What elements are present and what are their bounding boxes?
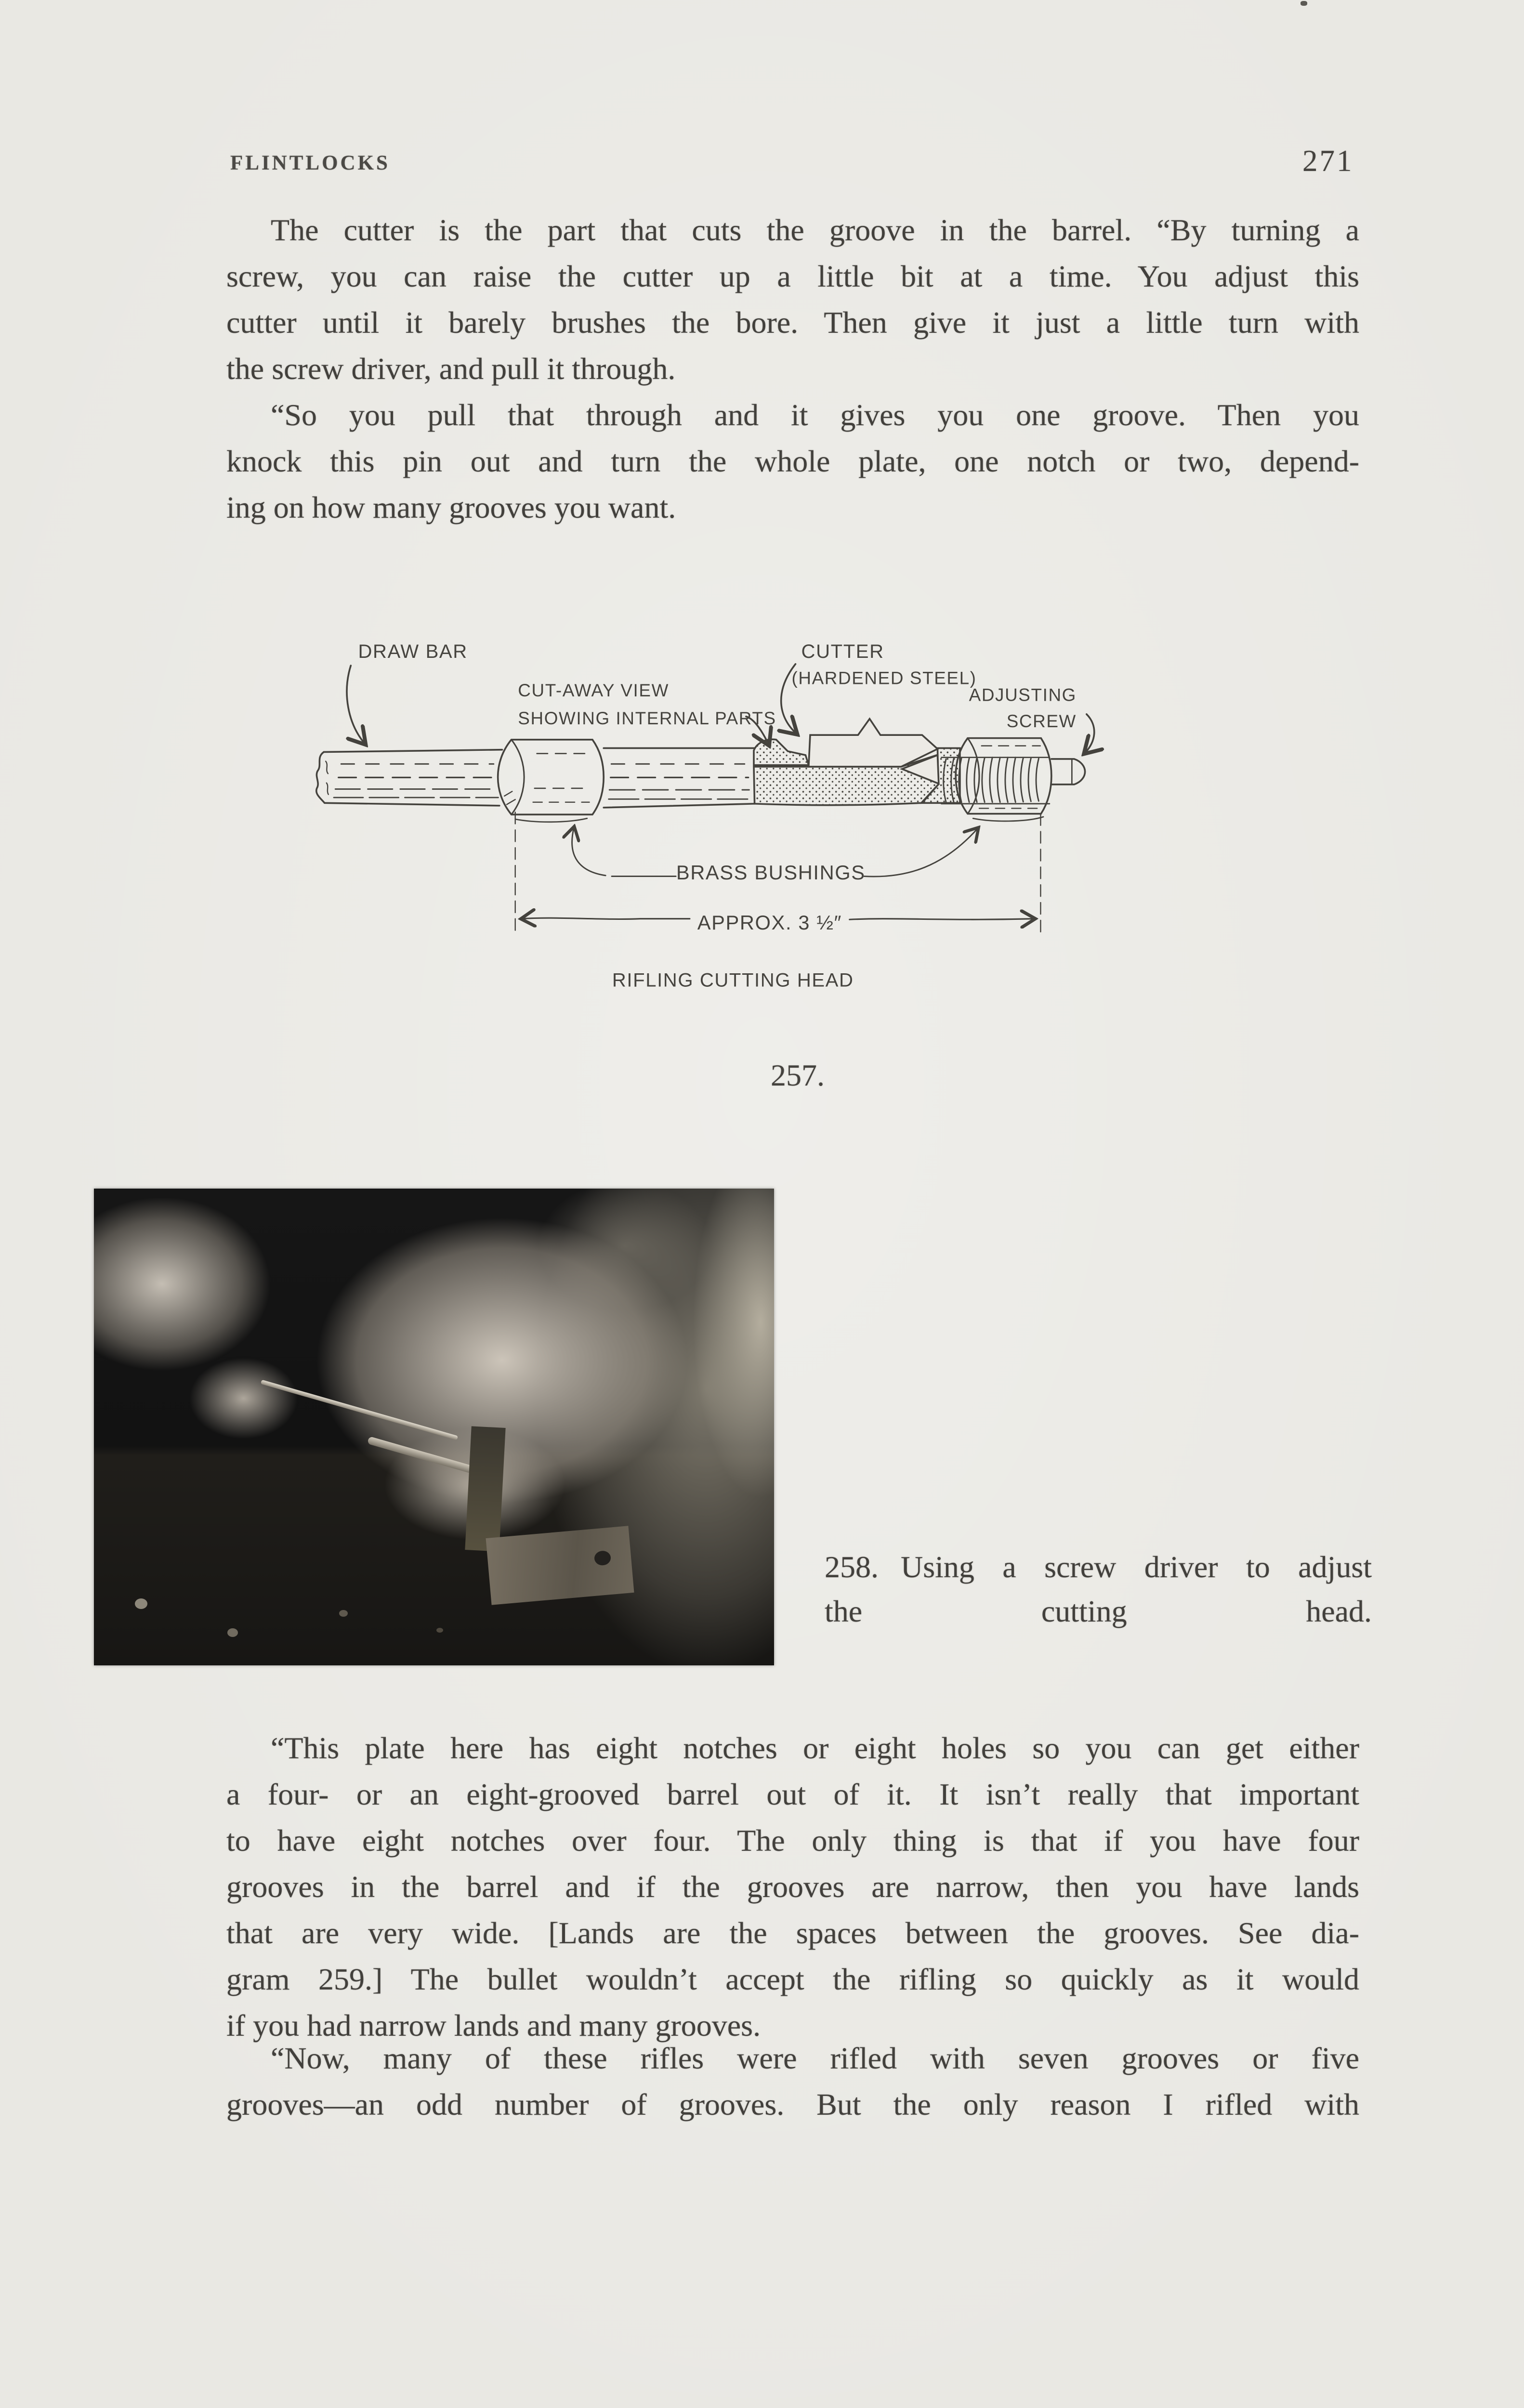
caption-line-1: [825, 1545, 1372, 1589]
leader-draw-bar: [347, 666, 365, 744]
text-line: “Now, many of these rifles were rifled with seven grooves or five: [271, 2041, 1359, 2075]
text-line: grooves—an odd number of grooves. But the only reason I rifled with: [226, 2087, 1359, 2121]
figure-title: RIFLING CUTTING HEAD: [612, 969, 854, 991]
paragraph-1: [226, 207, 1359, 392]
paragraph-3: [226, 1725, 1359, 2049]
text-line: “So you pull that through and it gives you one groove. Then you: [271, 398, 1359, 432]
label-cutter-1: CUTTER: [801, 641, 884, 662]
torn-end-hatch: [326, 761, 328, 795]
paragraph-4: [226, 2035, 1359, 2128]
figure-258-number: 258.: [825, 1550, 879, 1584]
text-line: a four- or an eight-grooved barrel out of it. It isn’t really that important: [226, 1777, 1359, 1811]
text-line: “This plate here has eight notches or eight holes so you can get either: [271, 1731, 1359, 1765]
rod-top: [324, 750, 502, 752]
bushing-1-hatch: [504, 791, 515, 804]
photo-figure-258: [94, 1189, 774, 1665]
scan-dust-speck: [1301, 1, 1307, 6]
cutting-head-in-photo: [367, 1436, 474, 1474]
rivets-in-photo: [135, 1598, 147, 1609]
text-line: grooves in the barrel and if the grooves are narrow, then you have lands: [226, 1870, 1359, 1904]
label-cutaway-2: SHOWING INTERNAL PARTS: [518, 708, 776, 728]
bushing-1-rim: [512, 740, 524, 814]
dim-line-left: [522, 918, 690, 919]
text-line: that are very wide. [Lands are the spaces between the grooves. See dia-: [226, 1916, 1359, 1950]
text-line: The cutter is the part that cuts the groove in the barrel. “By turning a: [271, 213, 1359, 247]
leader-bushing-right: [864, 828, 978, 877]
screw-end-stub: [1051, 759, 1085, 785]
text-line: screw, you can raise the cutter up a little bit at a time. You adjust this: [226, 259, 1359, 293]
screwdriver-in-photo: [261, 1380, 458, 1440]
label-adjusting: ADJUSTING: [969, 685, 1077, 705]
label-cutter-2: (HARDENED STEEL): [791, 668, 977, 688]
text-line: the screw driver, and pull it through.: [226, 352, 676, 386]
label-brass-bushings: BRASS BUSHINGS: [676, 861, 866, 884]
dim-line-right: [850, 919, 1034, 920]
bushing-1: [498, 740, 604, 814]
metal-bracket-in-photo: [486, 1526, 633, 1605]
caption-line-2: the cutting head.: [825, 1594, 1372, 1628]
text-line: cutter until it barely brushes the bore. Then give it just a little turn with: [226, 305, 1359, 340]
rod-torn-end: [316, 752, 325, 803]
bench-post-in-photo: [465, 1426, 505, 1552]
text-line: to have eight notches over four. The only thing is that if you have four: [226, 1823, 1359, 1858]
leader-adjusting-screw: [1085, 714, 1094, 753]
cutter-blade: [809, 719, 938, 767]
running-title: FLINTLOCKS: [230, 152, 390, 174]
figure-257-number: 257.: [771, 1058, 825, 1092]
text-line: knock this pin out and turn the whole plate, one notch or two, depend-: [226, 444, 1359, 478]
label-screw: SCREW: [1006, 711, 1077, 732]
page-number: 271: [1302, 144, 1354, 178]
stipple-hump: [754, 739, 809, 765]
rod-bottom: [604, 804, 754, 808]
rod-bottom: [325, 803, 499, 806]
bushing-2: [956, 738, 1051, 814]
text-line: if you had narrow lands and many grooves.: [226, 2008, 761, 2042]
label-dimension: APPROX. 3 ½″: [697, 911, 842, 934]
text-line: gram 259.] The bullet wouldn’t accept the rifling so quickly as it would: [226, 1962, 1359, 1996]
figure-257-drawing: [270, 568, 1358, 1112]
label-draw-bar: DRAW BAR: [358, 641, 468, 662]
bushing-1-bottom: [515, 818, 587, 822]
caption-text: Using a screw driver to adjust: [901, 1550, 1372, 1584]
bushing-2-bottom: [973, 817, 1043, 821]
paragraph-2: [226, 392, 1359, 531]
leader-bushing-left: [572, 828, 606, 876]
text-line: ing on how many grooves you want.: [226, 490, 676, 524]
figure-258-caption: [825, 1545, 1372, 1634]
label-cutaway-1: CUT-AWAY VIEW: [518, 681, 669, 701]
